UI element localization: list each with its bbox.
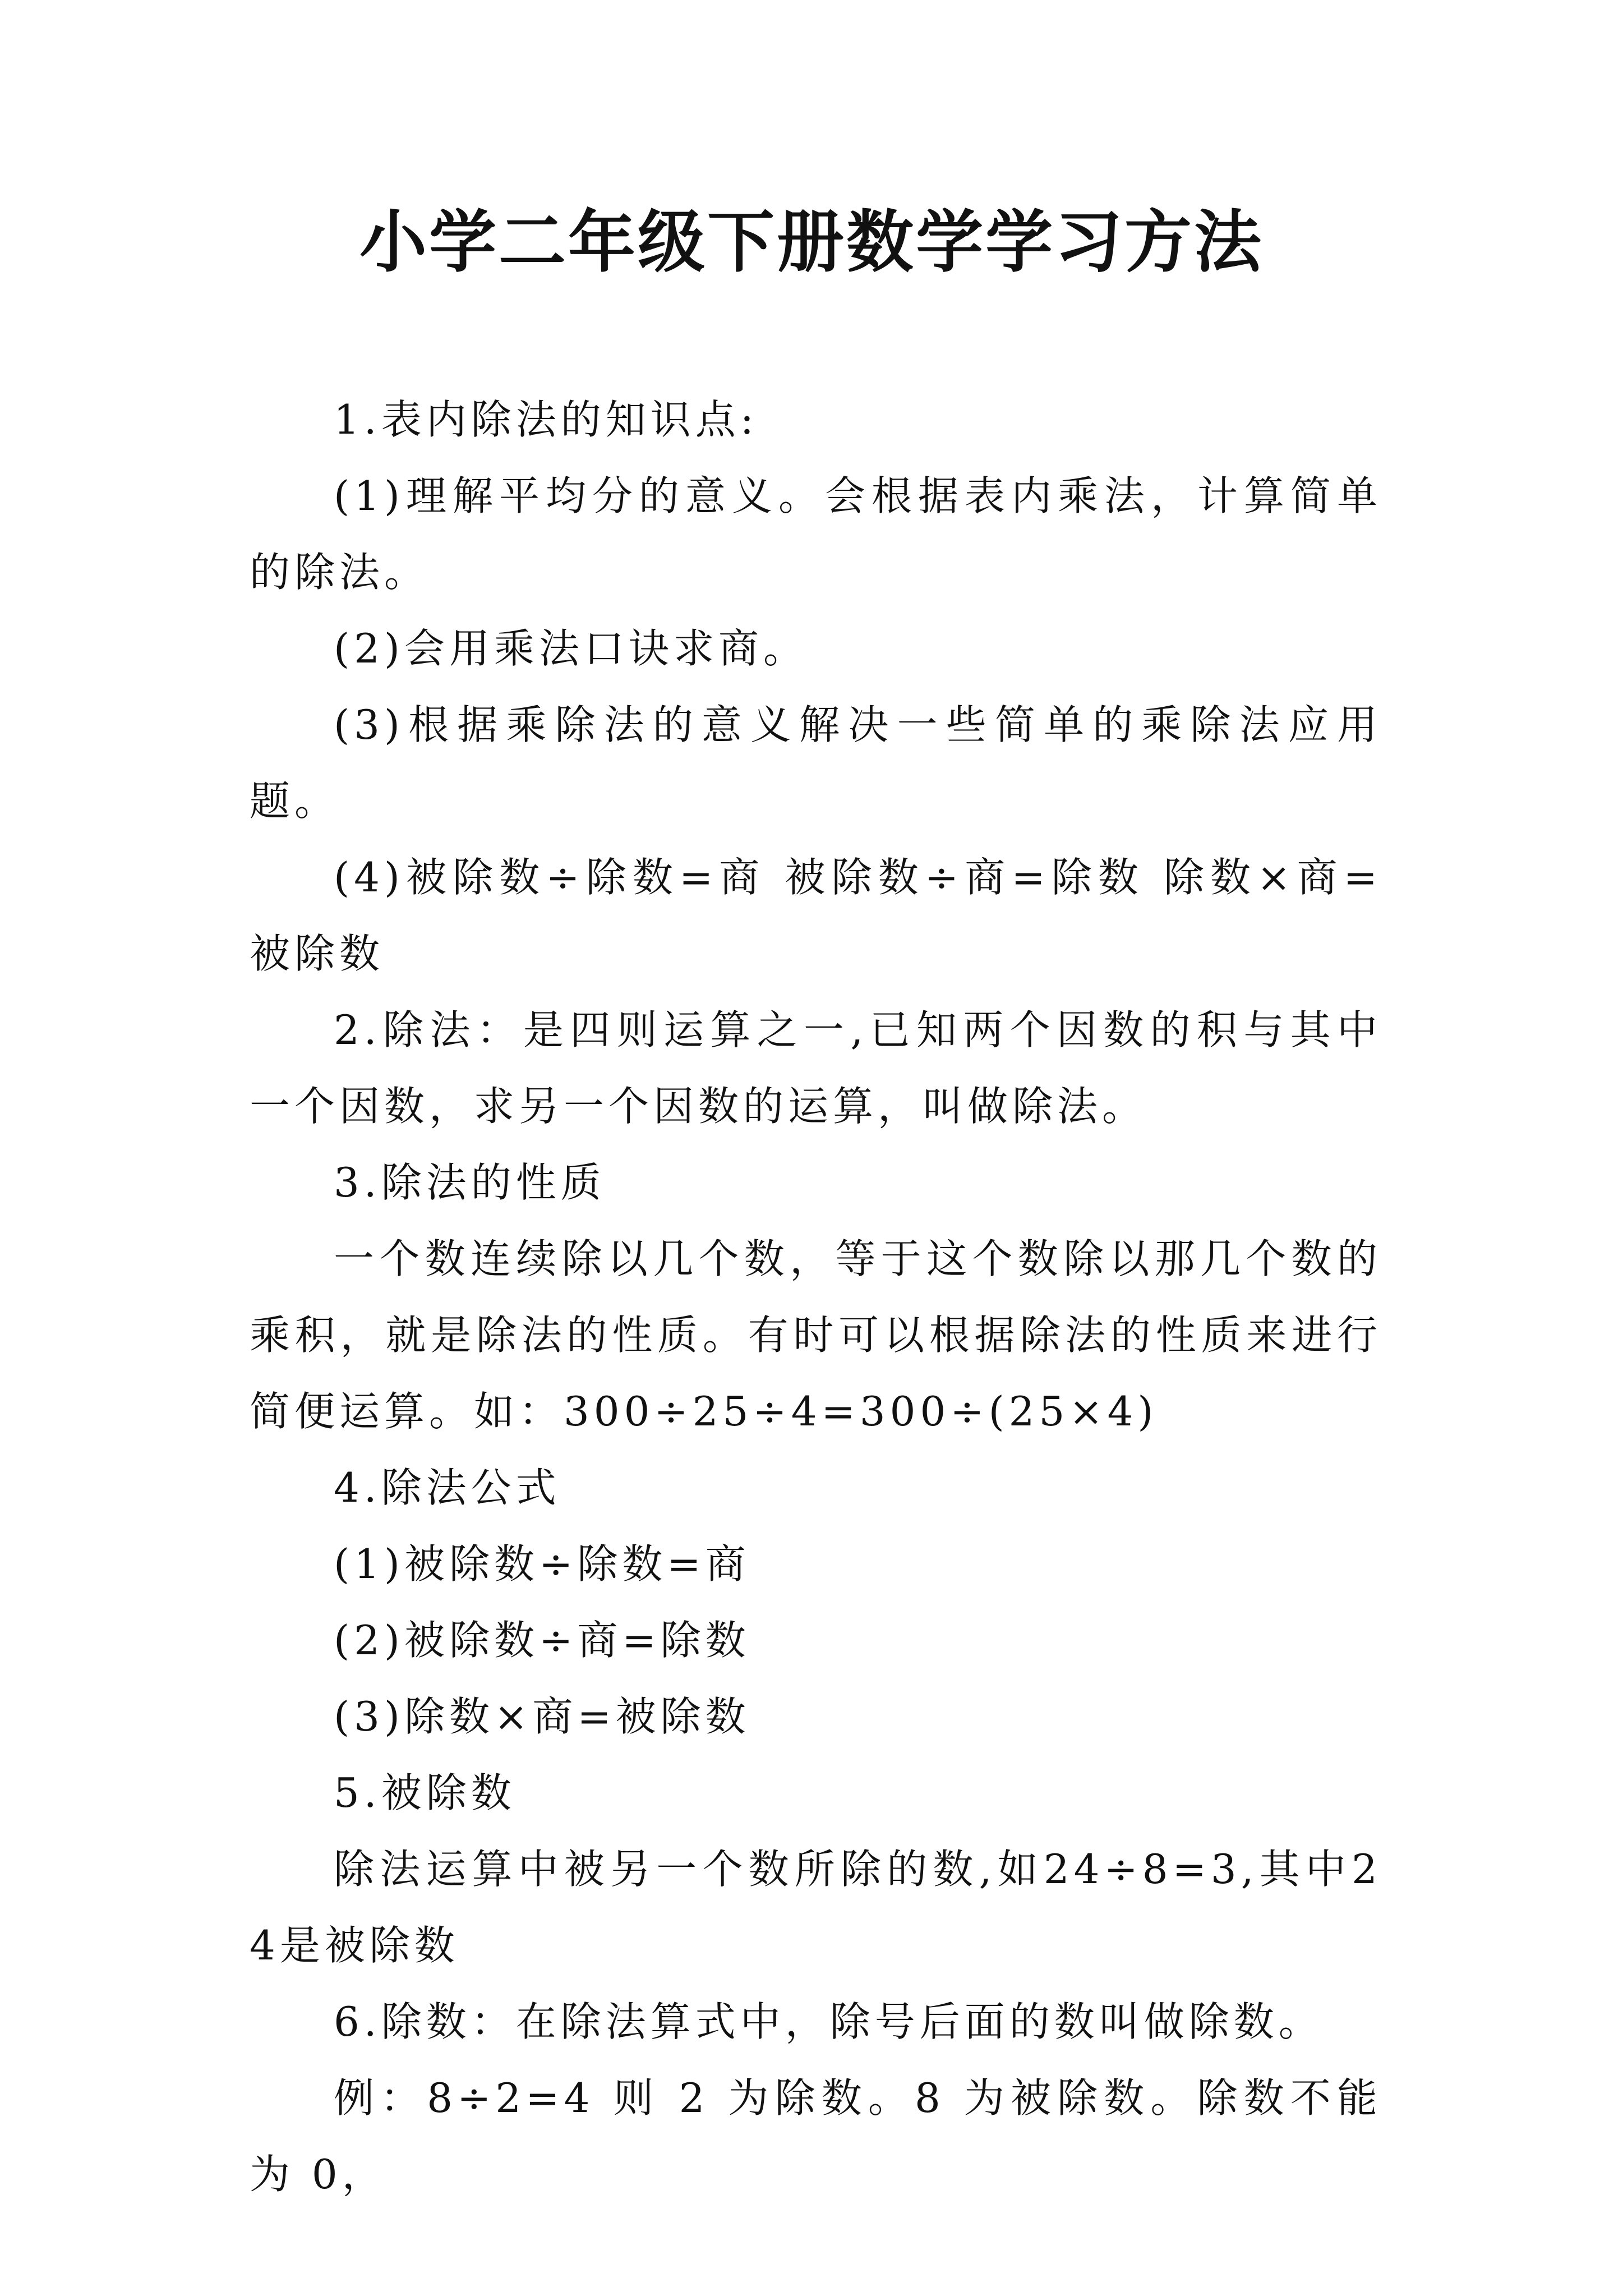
paragraph: (3)除数×商=被除数 [334,1693,750,1740]
paragraph: (1)理解平均分的意义。会根据表内乘法，计算简单的除法。 [250,472,1382,596]
document-title: 小学二年级下册数学学习方法 [359,203,1264,282]
paragraph: (1)被除数÷除数=商 [334,1540,750,1588]
paragraph: 一个数连续除以几个数，等于这个数除以那几个数的乘积，就是除法的性质。有时可以根据除法的性质来进行简便运算。如：300÷25÷4=300÷(25×4) [250,1235,1382,1435]
paragraph: (3)根据乘除法的意义解决一些简单的乘除法应用题。 [250,701,1382,825]
paragraph: 2.除法：是四则运算之一,已知两个因数的积与其中一个因数，求另一个因数的运算，叫做除法。 [250,1006,1382,1130]
paragraph: 例：8÷2=4 则 2 为除数。8 为被除数。除数不能为 0， [250,2074,1382,2198]
paragraph: (4)被除数÷除数=商 被除数÷商=除数 除数×商=被除数 [250,854,1382,977]
paragraph: 5.被除数 [334,1769,516,1816]
paragraph: 3.除法的性质 [334,1159,606,1206]
paragraph: 1.表内除法的知识点: [334,396,758,443]
paragraph: (2)被除数÷商=除数 [334,1617,750,1664]
paragraph: 4.除法公式 [334,1464,561,1511]
paragraph: 6.除数：在除法算式中，除号后面的数叫做除数。 [334,1998,1324,2045]
paragraph: 除法运算中被另一个数所除的数,如24÷8=3,其中24是被除数 [250,1846,1382,1969]
document-body [250,381,1382,2212]
paragraph: (2)会用乘法口诀求商。 [334,625,808,672]
